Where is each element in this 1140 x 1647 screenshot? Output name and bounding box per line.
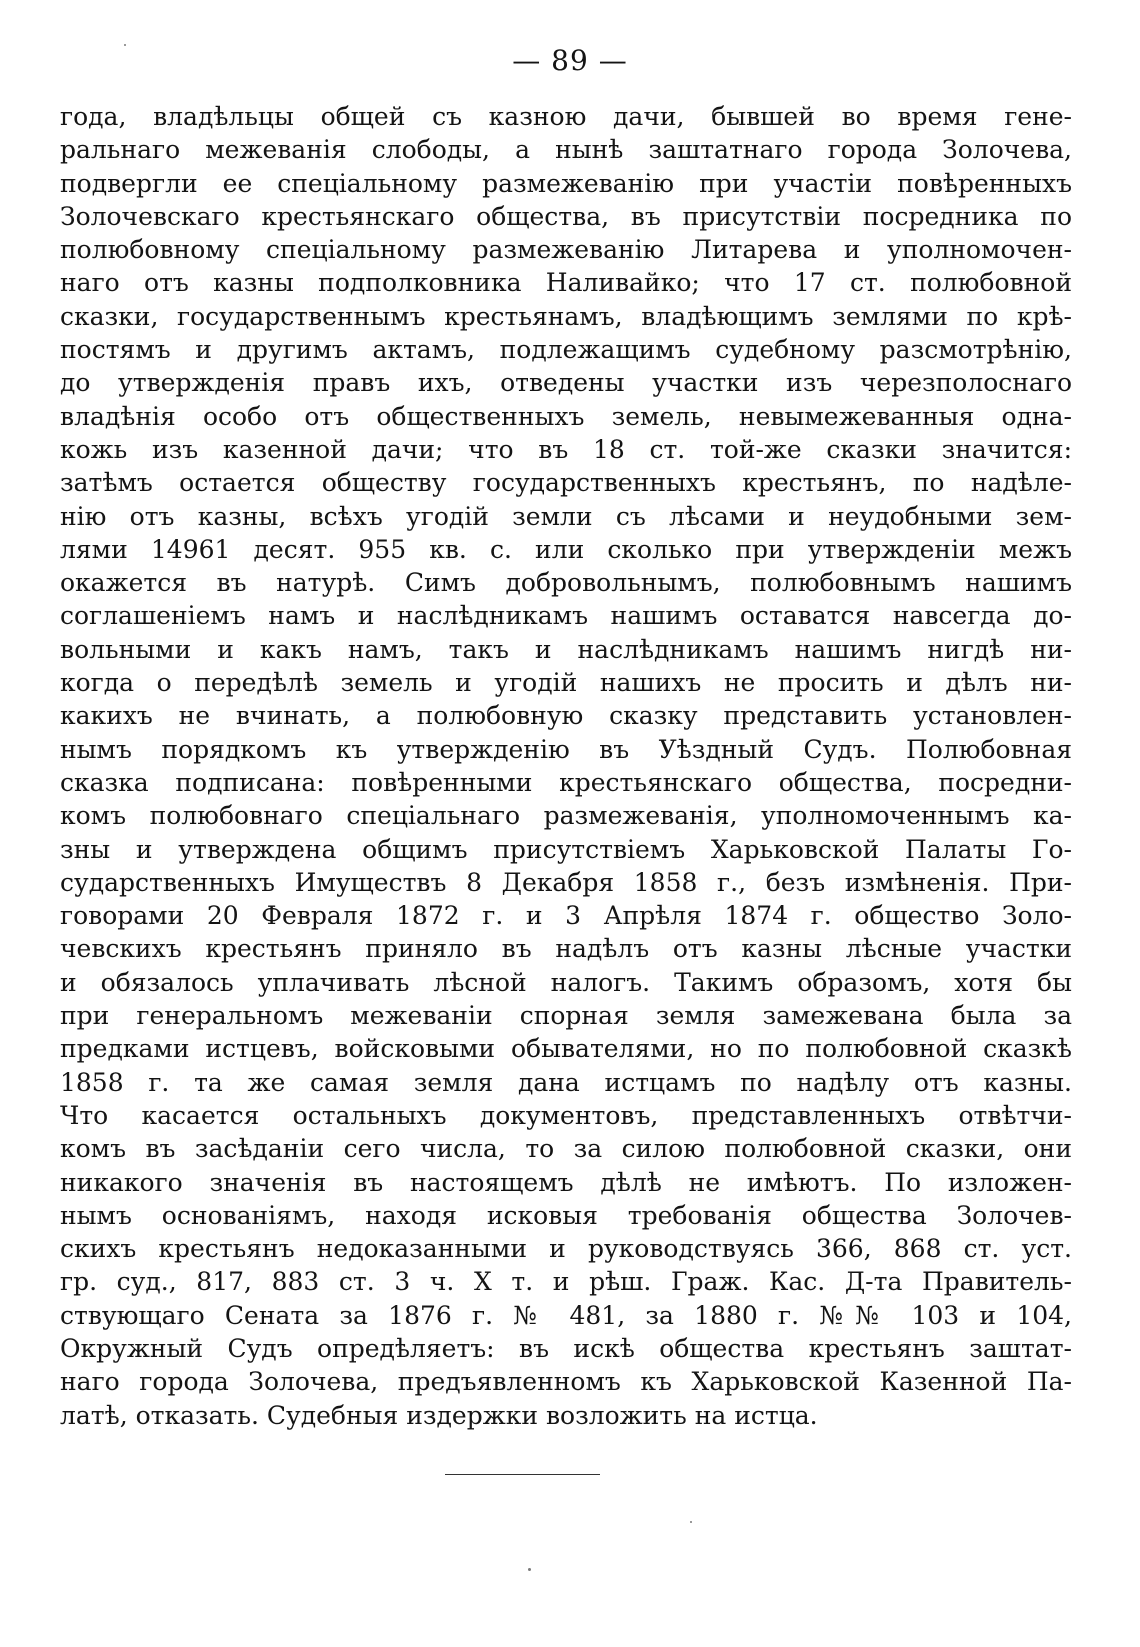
text-line: вольными и какъ намъ, такъ и наслѣдникамъ нашимъ нигдѣ ни- <box>60 634 1072 664</box>
text-line: года, владѣльцы общей съ казною дачи, бывшей во время гене- <box>60 102 1072 131</box>
text-line: владѣнія особо отъ общественныхъ земель, невымежеванныя одна- <box>60 401 1072 431</box>
text-line: когда о передѣлѣ земель и угодій нашихъ не просить и дѣлъ ни- <box>60 668 1072 698</box>
text-line: Что касается остальныхъ документовъ, представленныхъ отвѣтчи- <box>60 1100 1072 1130</box>
text-line: наго отъ казны подполковника Наливайко; что 17 ст. полюбовной <box>60 268 1072 298</box>
text-line: ральнаго межеванія слободы, а нынѣ заштатнаго города Золочева, <box>60 135 1072 165</box>
text-line: сказка подписана: повѣренными крестьянскаго общества, посредни- <box>60 767 1072 797</box>
text-line: предками истцевъ, войсковыми обывателями, но по полюбовной сказкѣ <box>60 1034 1072 1064</box>
text-line: полюбовному спеціальному размежеванію Литарева и уполномочен- <box>60 235 1072 265</box>
paper-speck <box>124 44 126 46</box>
text-line: 1858 г. та же самая земля дана истцамъ по надѣлу отъ казны. <box>60 1067 1072 1097</box>
text-line: латѣ, отказать. Судебныя издержки возложить на истца. <box>60 1400 818 1430</box>
text-line: никакого значенія въ настоящемъ дѣлѣ не имѣютъ. По изложен- <box>60 1167 1072 1197</box>
text-line: нымъ порядкомъ къ утвержденію въ Уѣздный Судъ. Полюбовная <box>60 734 1072 764</box>
text-line: скихъ крестьянъ недоказанными и руководствуясь 366, 868 ст. уст. <box>60 1234 1072 1264</box>
text-line: комъ полюбовнаго спеціальнаго размежеванія, уполномоченнымъ ка- <box>60 801 1072 831</box>
paper-speck <box>528 1568 531 1571</box>
text-line: гр. суд., 817, 883 ст. 3 ч. X т. и рѣш. Граж. Кас. Д-та Правитель- <box>60 1267 1072 1297</box>
body-text <box>60 100 1072 1432</box>
text-line: окажется въ натурѣ. Симъ добровольнымъ, полюбовнымъ нашимъ <box>60 568 1072 598</box>
text-line: ствующаго Сената за 1876 г. № 481, за 1880 г. №№ 103 и 104, <box>60 1300 1072 1330</box>
text-line: наго города Золочева, предъявленномъ къ Харьковской Казенной Па- <box>60 1367 1072 1397</box>
text-line: зны и утверждена общимъ присутствіемъ Харьковской Палаты Го- <box>60 834 1072 864</box>
text-line: Окружный Судъ опредѣляетъ: въ искѣ общества крестьянъ заштат- <box>60 1333 1072 1363</box>
text-line: чевскихъ крестьянъ приняло въ надѣлъ отъ казны лѣсные участки <box>60 934 1072 964</box>
text-line: какихъ не вчинать, а полюбовную сказку представить установлен- <box>60 701 1072 731</box>
text-line: нымъ основаніямъ, находя исковыя требованія общества Золочев- <box>60 1200 1072 1230</box>
text-line: и обязалось уплачивать лѣсной налогъ. Такимъ образомъ, хотя бы <box>60 967 1072 997</box>
text-line: комъ въ засѣданіи сего числа, то за силою полюбовной сказки, они <box>60 1134 1072 1164</box>
end-rule <box>445 1474 600 1475</box>
paper-speck <box>690 1521 692 1523</box>
page-number: — 89 — <box>512 44 628 77</box>
text-line: сказки, государственнымъ крестьянамъ, владѣющимъ землями по крѣ- <box>60 301 1072 331</box>
text-line: кожь изъ казенной дачи; что въ 18 ст. той-же сказки значится: <box>60 434 1072 464</box>
text-line: говорами 20 Февраля 1872 г. и 3 Апрѣля 1874 г. общество Золо- <box>60 901 1072 931</box>
text-line: соглашеніемъ намъ и наслѣдникамъ нашимъ оставатся навсегда до- <box>60 601 1072 631</box>
text-line: до утвержденія правъ ихъ, отведены участки изъ черезполоснаго <box>60 368 1072 398</box>
text-line: Золочевскаго крестьянскаго общества, въ присутствіи посредника по <box>60 201 1072 231</box>
text-line: при генеральномъ межеваніи спорная земля замежевана была за <box>60 1001 1072 1031</box>
text-line: лями 14961 десят. 955 кв. с. или сколько при утвержденіи межъ <box>60 534 1072 564</box>
text-line: постямъ и другимъ актамъ, подлежащимъ судебному разсмотрѣнію, <box>60 335 1072 365</box>
text-line: подвергли ее спеціальному размежеванію при участіи повѣренныхъ <box>60 168 1072 198</box>
text-line: затѣмъ остается обществу государственныхъ крестьянъ, по надѣле- <box>60 468 1072 498</box>
text-line: нію отъ казны, всѣхъ угодій земли съ лѣсами и неудобными зем- <box>60 501 1072 531</box>
text-line: сударственныхъ Имуществъ 8 Декабря 1858 г., безъ измѣненія. При- <box>60 867 1072 897</box>
